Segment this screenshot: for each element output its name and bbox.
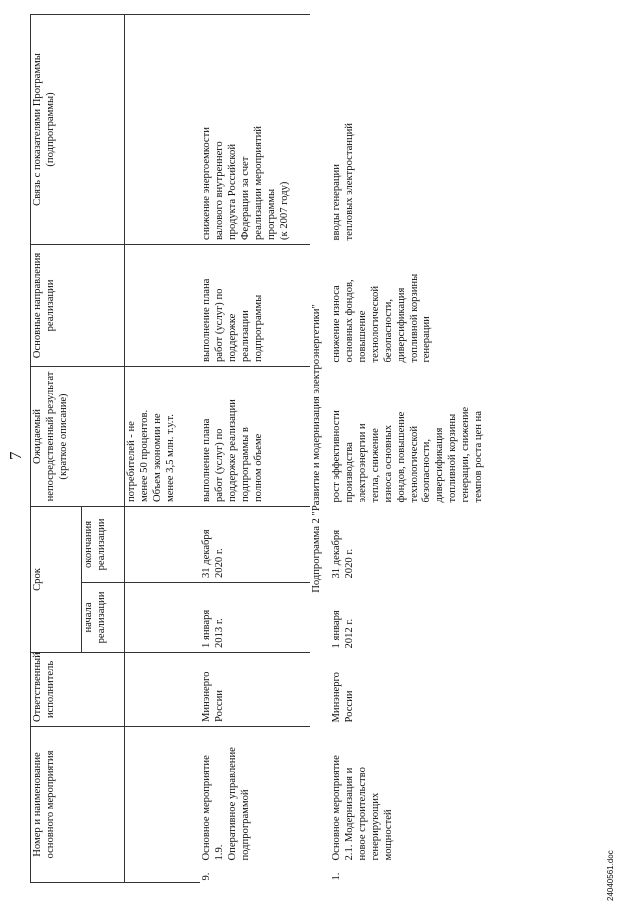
table-row bbox=[330, 14, 532, 882]
subprogram-title: Подпрограмма 2 "Развитие и модернизация электроэнергетики" bbox=[311, 304, 322, 593]
page-number: 7 bbox=[6, 451, 25, 460]
row-start: 1 января 2012 г. bbox=[331, 610, 355, 649]
row-executor: Минэнерго России bbox=[331, 672, 355, 723]
continuation-result: потребителей - не менее 50 процентов. Объем экономии не менее 3,5 млн. т.у.т. bbox=[125, 366, 201, 506]
row-end: 31 декабря 2020 г. bbox=[200, 506, 310, 582]
row-number: 9. bbox=[201, 872, 212, 881]
row-start: 1 января 2013 г. bbox=[200, 582, 310, 652]
row-executor: Минэнерго России bbox=[200, 652, 310, 726]
header-row-1 bbox=[31, 14, 82, 882]
row-name: Основное мероприятие 1.9. Оперативное управление подпрограммой bbox=[200, 726, 310, 864]
header-result: Ожидаемый непосредственный результат (краткое описание) bbox=[31, 366, 125, 506]
subprogram-title-row bbox=[310, 14, 330, 882]
row-name: Основное мероприятие 2.1. Модернизация и новое строительство генерирующих мощностей bbox=[331, 755, 394, 861]
header-name: Номер и наименование основного мероприятия bbox=[31, 726, 125, 882]
header-term: Срок bbox=[31, 506, 82, 652]
row-direction: снижение износа основных фондов, повышение технологической безопасности, диверсификация топливной корзины генерации bbox=[331, 273, 433, 363]
header-direction: Основные направления реализации bbox=[31, 244, 125, 366]
measures-table bbox=[30, 14, 532, 883]
header-start: начала реализации bbox=[82, 582, 125, 652]
table-row bbox=[200, 14, 310, 882]
table-row-continuation bbox=[125, 14, 201, 882]
header-link: Связь с показателями Программы (подпрограммы) bbox=[31, 14, 125, 244]
header-executor: Ответственный исполнитель bbox=[31, 652, 125, 726]
row-link: снижение энергоемкости валового внутреннего продукта Российской Федерации за счет реализации мероприятий программы (к 2007 году) bbox=[200, 14, 310, 244]
row-number: 1. bbox=[331, 872, 342, 881]
row-end: 31 декабря 2020 г. bbox=[331, 529, 355, 579]
row-result: рост эффективности производства электроэнергии и тепла, снижение износа основных фондов, повышение технологической безопасности, диверсификация топливной корзины генерации, снижение темпов роста цен на bbox=[331, 406, 485, 503]
row-direction: выполнение плана работ (услуг) по поддержке реализации подпрограммы bbox=[200, 244, 310, 366]
row-result: выполнение плана работ (услуг) по поддержке реализации подпрограммы в полном объеме bbox=[200, 366, 310, 506]
header-end: окончания реализации bbox=[82, 506, 125, 582]
row-link: вводы генерации тепловых электростанций bbox=[331, 123, 355, 241]
file-name: 24040561.doc bbox=[606, 850, 615, 901]
